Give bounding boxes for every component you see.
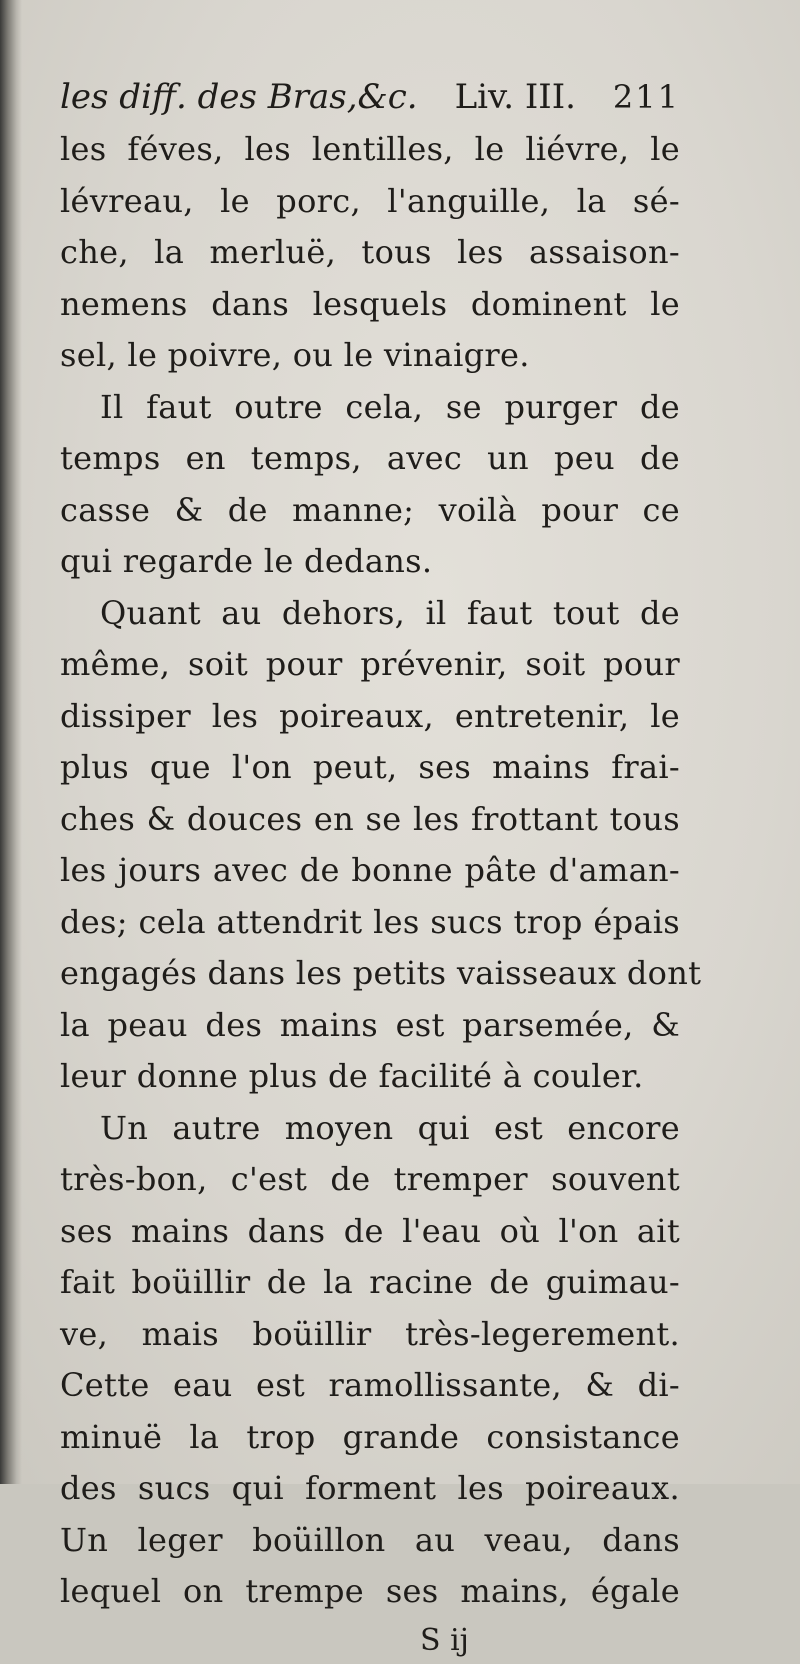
text-line: Un leger boüillon au veau, dans (60, 1520, 680, 1559)
text-line: Il faut outre cela, se purger de (100, 387, 680, 426)
text-line: des sucs qui forment les poireaux. (60, 1469, 680, 1507)
text-line: sel, le poivre, ou le vinaigre. (60, 336, 530, 374)
text-line: lévreau, le porc, l'anguille, la sé- (60, 181, 680, 220)
running-head-book: Liv. III. (454, 77, 576, 117)
text-line: plus que l'on peut, ses mains frai- (60, 748, 680, 786)
text-line: minuë la trop grande consistance (60, 1417, 680, 1456)
page-number: 211 (612, 78, 680, 116)
text-line: ses mains dans de l'eau où l'on ait (60, 1211, 680, 1250)
text-line: ches & douces en se les frottant tous (60, 799, 680, 838)
running-head (60, 70, 680, 124)
running-head-title: les diff. des Bras,&c. (60, 77, 418, 117)
text-line: leur donne plus de facilité à couler. (60, 1057, 644, 1095)
binding-shadow (0, 0, 22, 1484)
text-line: Cette eau est ramollissante, & di- (60, 1366, 680, 1404)
text-line: nemens dans lesquels dominent le (60, 284, 680, 323)
text-line: Un autre moyen qui est encore (100, 1108, 680, 1147)
signature-mark: S ij (420, 1622, 469, 1658)
text-line: casse & de manne; voilà pour ce (60, 490, 680, 529)
text-line: engagés dans les petits vaisseaux dont (60, 954, 702, 992)
text-line: même, soit pour prévenir, soit pour (60, 645, 680, 683)
text-line: lequel on trempe ses mains, égale (60, 1572, 680, 1610)
text-line: la peau des mains est parsemée, & (60, 1005, 680, 1044)
text-line: les jours avec de bonne pâte d'aman- (60, 851, 680, 889)
text-line: dissiper les poireaux, entretenir, le (60, 696, 680, 735)
text-line: Quant au dehors, il faut tout de (100, 593, 680, 632)
text-line: ve, mais boüillir très-legerement. (60, 1314, 680, 1353)
text-line: fait boüillir de la racine de guimau- (60, 1263, 680, 1301)
text-line: les féves, les lentilles, le liévre, le (60, 130, 680, 168)
text-line: temps en temps, avec un peu de (60, 439, 680, 477)
text-line: che, la merluë, tous les assaison- (60, 233, 680, 271)
text-line: des; cela attendrit les sucs trop épais (60, 902, 680, 941)
text-line: très-bon, c'est de tremper souvent (60, 1160, 680, 1198)
page-text-block (60, 70, 702, 1664)
text-line: qui regarde le dedans. (60, 542, 433, 580)
